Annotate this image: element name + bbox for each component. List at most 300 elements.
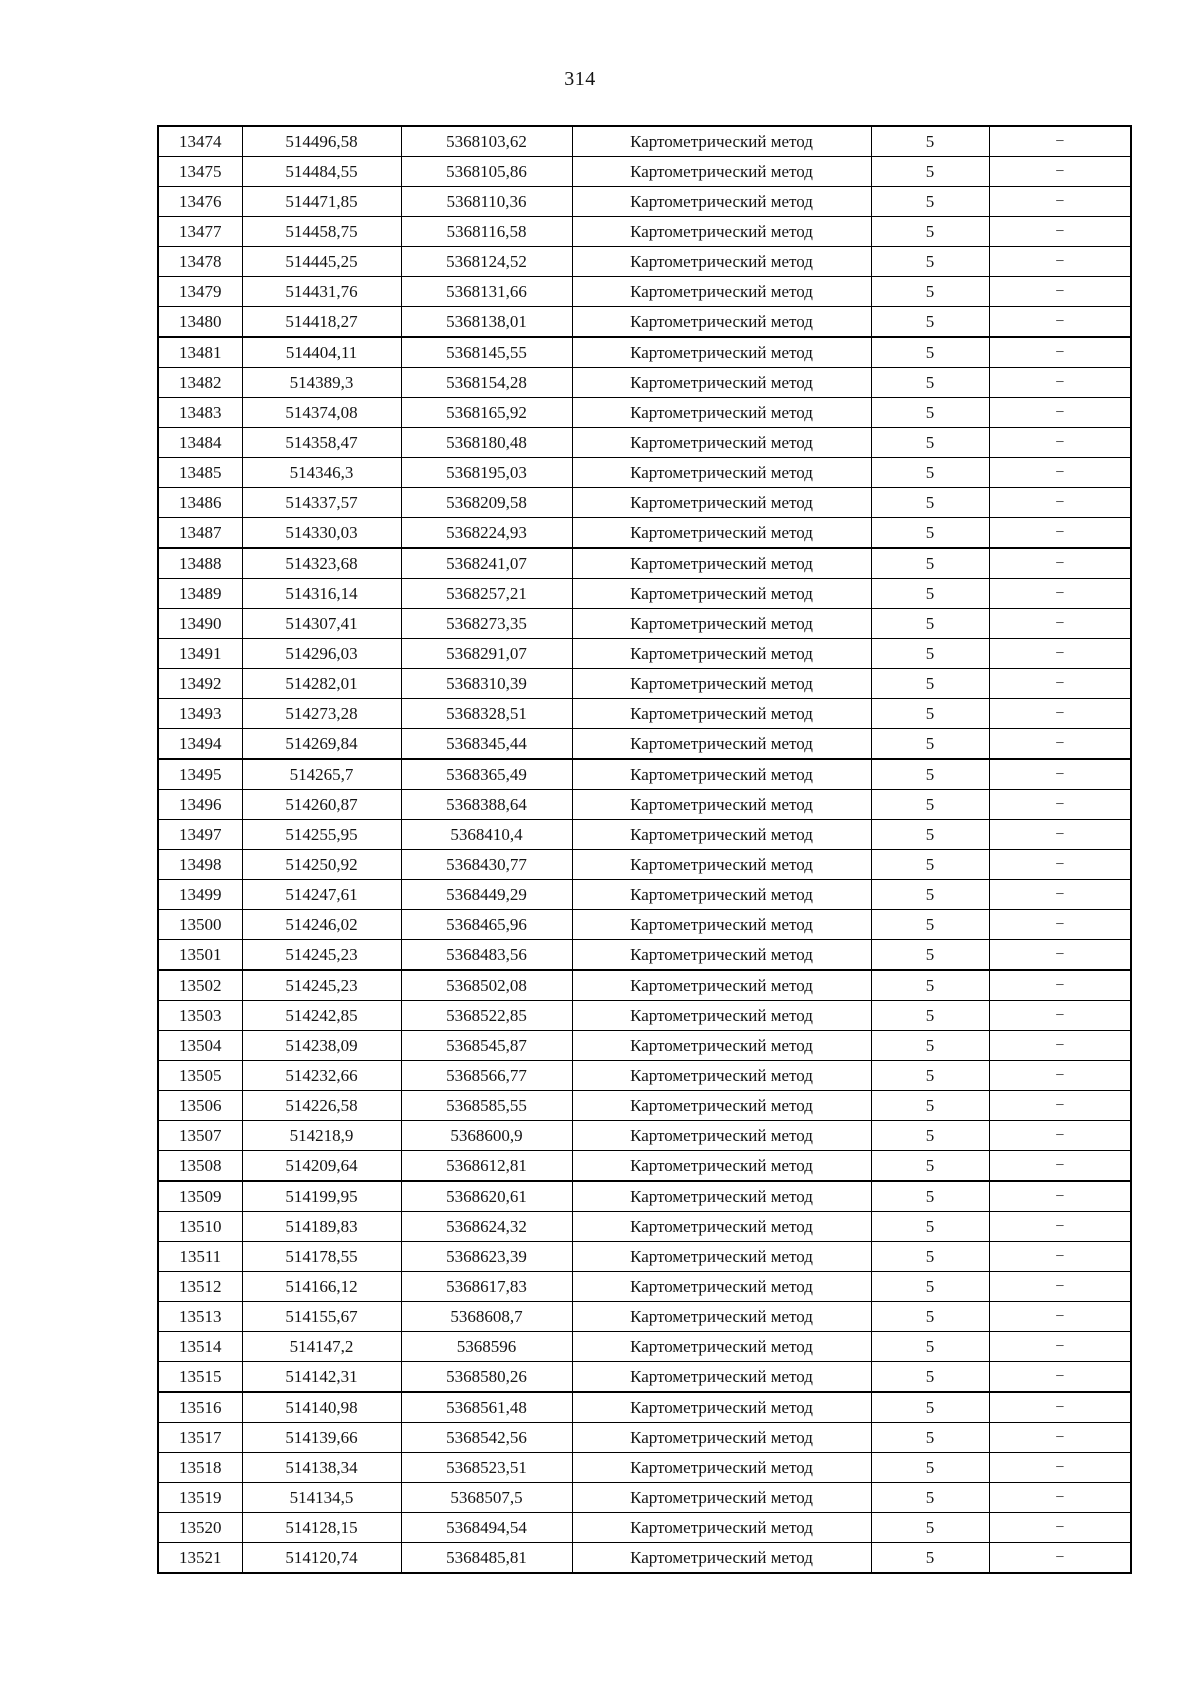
table-row [158,1543,1131,1574]
accuracy-cell: 5 [871,1001,989,1031]
accuracy-cell: 5 [871,217,989,247]
coordinate-x-cell: 514147,2 [242,1332,401,1362]
method-cell: Картометрический метод [572,820,871,850]
table-row [158,1151,1131,1182]
accuracy-cell: 5 [871,1212,989,1242]
point-number-cell: 13479 [158,277,242,307]
coordinate-x-cell: 514250,92 [242,850,401,880]
accuracy-cell: 5 [871,1423,989,1453]
table-row [158,337,1131,368]
point-number-cell: 13516 [158,1392,242,1423]
point-number-cell: 13475 [158,157,242,187]
note-cell: − [989,1121,1131,1151]
table-row [158,880,1131,910]
note-cell: − [989,1392,1131,1423]
coordinate-x-cell: 514374,08 [242,398,401,428]
coordinate-y-cell: 5368523,51 [401,1453,572,1483]
coordinate-x-cell: 514226,58 [242,1091,401,1121]
table-row [158,790,1131,820]
coordinate-x-cell: 514358,47 [242,428,401,458]
accuracy-cell: 5 [871,518,989,549]
coordinate-y-cell: 5368522,85 [401,1001,572,1031]
method-cell: Картометрический метод [572,970,871,1001]
accuracy-cell: 5 [871,458,989,488]
method-cell: Картометрический метод [572,639,871,669]
table-row [158,579,1131,609]
table-row [158,1242,1131,1272]
point-number-cell: 13485 [158,458,242,488]
accuracy-cell: 5 [871,759,989,790]
accuracy-cell: 5 [871,669,989,699]
point-number-cell: 13515 [158,1362,242,1393]
note-cell: − [989,337,1131,368]
method-cell: Картометрический метод [572,368,871,398]
table-row [158,729,1131,760]
coordinate-y-cell: 5368580,26 [401,1362,572,1393]
accuracy-cell: 5 [871,790,989,820]
table-row [158,1272,1131,1302]
point-number-cell: 13491 [158,639,242,669]
method-cell: Картометрический метод [572,759,871,790]
method-cell: Картометрический метод [572,940,871,971]
point-number-cell: 13488 [158,548,242,579]
method-cell: Картометрический метод [572,157,871,187]
accuracy-cell: 5 [871,579,989,609]
coordinate-y-cell: 5368617,83 [401,1272,572,1302]
method-cell: Картометрический метод [572,609,871,639]
coordinate-y-cell: 5368465,96 [401,910,572,940]
table-row [158,488,1131,518]
note-cell: − [989,1242,1131,1272]
accuracy-cell: 5 [871,1453,989,1483]
point-number-cell: 13500 [158,910,242,940]
coordinate-y-cell: 5368430,77 [401,850,572,880]
coordinate-y-cell: 5368154,28 [401,368,572,398]
coordinate-y-cell: 5368566,77 [401,1061,572,1091]
method-cell: Картометрический метод [572,1483,871,1513]
point-number-cell: 13482 [158,368,242,398]
note-cell: − [989,368,1131,398]
accuracy-cell: 5 [871,1392,989,1423]
coordinate-y-cell: 5368273,35 [401,609,572,639]
table-row [158,1091,1131,1121]
coordinate-y-cell: 5368608,7 [401,1302,572,1332]
note-cell: − [989,1362,1131,1393]
table-row [158,1513,1131,1543]
accuracy-cell: 5 [871,1031,989,1061]
table-row [158,187,1131,217]
coordinate-y-cell: 5368600,9 [401,1121,572,1151]
table-row [158,1332,1131,1362]
accuracy-cell: 5 [871,699,989,729]
coordinate-y-cell: 5368561,48 [401,1392,572,1423]
method-cell: Картометрический метод [572,277,871,307]
coordinate-y-cell: 5368116,58 [401,217,572,247]
coordinate-x-cell: 514471,85 [242,187,401,217]
coordinate-x-cell: 514242,85 [242,1001,401,1031]
point-number-cell: 13513 [158,1302,242,1332]
coordinate-x-cell: 514404,11 [242,337,401,368]
accuracy-cell: 5 [871,337,989,368]
coordinate-y-cell: 5368180,48 [401,428,572,458]
point-number-cell: 13492 [158,669,242,699]
note-cell: − [989,1302,1131,1332]
coordinate-x-cell: 514134,5 [242,1483,401,1513]
method-cell: Картометрический метод [572,187,871,217]
point-number-cell: 13487 [158,518,242,549]
coordinate-x-cell: 514265,7 [242,759,401,790]
point-number-cell: 13489 [158,579,242,609]
method-cell: Картометрический метод [572,790,871,820]
method-cell: Картометрический метод [572,518,871,549]
method-cell: Картометрический метод [572,1543,871,1574]
accuracy-cell: 5 [871,247,989,277]
accuracy-cell: 5 [871,1362,989,1393]
note-cell: − [989,398,1131,428]
table-row [158,910,1131,940]
coordinate-y-cell: 5368345,44 [401,729,572,760]
table-row [158,217,1131,247]
table-row [158,850,1131,880]
point-number-cell: 13497 [158,820,242,850]
note-cell: − [989,157,1131,187]
table-row [158,157,1131,187]
table-row [158,940,1131,971]
table-row [158,307,1131,338]
method-cell: Картометрический метод [572,1121,871,1151]
coordinate-x-cell: 514209,64 [242,1151,401,1182]
accuracy-cell: 5 [871,277,989,307]
method-cell: Картометрический метод [572,1423,871,1453]
accuracy-cell: 5 [871,1121,989,1151]
note-cell: − [989,970,1131,1001]
method-cell: Картометрический метод [572,126,871,157]
coordinate-x-cell: 514140,98 [242,1392,401,1423]
method-cell: Картометрический метод [572,1332,871,1362]
note-cell: − [989,1332,1131,1362]
point-number-cell: 13483 [158,398,242,428]
coordinate-x-cell: 514269,84 [242,729,401,760]
coordinate-x-cell: 514260,87 [242,790,401,820]
table-row [158,368,1131,398]
accuracy-cell: 5 [871,126,989,157]
note-cell: − [989,1151,1131,1182]
table-row [158,609,1131,639]
coordinate-y-cell: 5368612,81 [401,1151,572,1182]
coordinate-x-cell: 514142,31 [242,1362,401,1393]
coordinate-y-cell: 5368224,93 [401,518,572,549]
note-cell: − [989,579,1131,609]
coordinate-y-cell: 5368105,86 [401,157,572,187]
coordinate-x-cell: 514199,95 [242,1181,401,1212]
coordinate-x-cell: 514189,83 [242,1212,401,1242]
point-number-cell: 13510 [158,1212,242,1242]
coordinate-x-cell: 514282,01 [242,669,401,699]
note-cell: − [989,1543,1131,1574]
point-number-cell: 13501 [158,940,242,971]
accuracy-cell: 5 [871,970,989,1001]
note-cell: − [989,759,1131,790]
point-number-cell: 13509 [158,1181,242,1212]
method-cell: Картометрический метод [572,458,871,488]
note-cell: − [989,790,1131,820]
coordinate-x-cell: 514166,12 [242,1272,401,1302]
accuracy-cell: 5 [871,729,989,760]
point-number-cell: 13505 [158,1061,242,1091]
coordinate-y-cell: 5368545,87 [401,1031,572,1061]
method-cell: Картометрический метод [572,307,871,338]
coordinate-x-cell: 514323,68 [242,548,401,579]
note-cell: − [989,880,1131,910]
point-number-cell: 13478 [158,247,242,277]
method-cell: Картометрический метод [572,729,871,760]
accuracy-cell: 5 [871,910,989,940]
coordinate-x-cell: 514330,03 [242,518,401,549]
accuracy-cell: 5 [871,368,989,398]
coordinate-y-cell: 5368110,36 [401,187,572,217]
point-number-cell: 13507 [158,1121,242,1151]
point-number-cell: 13502 [158,970,242,1001]
coordinate-y-cell: 5368241,07 [401,548,572,579]
method-cell: Картометрический метод [572,1091,871,1121]
accuracy-cell: 5 [871,609,989,639]
accuracy-cell: 5 [871,307,989,338]
note-cell: − [989,669,1131,699]
point-number-cell: 13474 [158,126,242,157]
point-number-cell: 13518 [158,1453,242,1483]
coordinate-y-cell: 5368291,07 [401,639,572,669]
accuracy-cell: 5 [871,1332,989,1362]
table-row [158,759,1131,790]
note-cell: − [989,428,1131,458]
note-cell: − [989,217,1131,247]
method-cell: Картометрический метод [572,880,871,910]
accuracy-cell: 5 [871,1483,989,1513]
accuracy-cell: 5 [871,820,989,850]
method-cell: Картометрический метод [572,1392,871,1423]
coordinate-x-cell: 514496,58 [242,126,401,157]
note-cell: − [989,488,1131,518]
accuracy-cell: 5 [871,940,989,971]
point-number-cell: 13477 [158,217,242,247]
accuracy-cell: 5 [871,488,989,518]
table-row [158,1031,1131,1061]
accuracy-cell: 5 [871,1302,989,1332]
accuracy-cell: 5 [871,157,989,187]
coordinate-y-cell: 5368131,66 [401,277,572,307]
point-number-cell: 13503 [158,1001,242,1031]
table-row [158,1181,1131,1212]
coordinate-y-cell: 5368195,03 [401,458,572,488]
point-number-cell: 13481 [158,337,242,368]
note-cell: − [989,187,1131,217]
coordinate-y-cell: 5368483,56 [401,940,572,971]
method-cell: Картометрический метод [572,398,871,428]
coordinate-y-cell: 5368209,58 [401,488,572,518]
coordinate-y-cell: 5368310,39 [401,669,572,699]
note-cell: − [989,729,1131,760]
coordinate-x-cell: 514238,09 [242,1031,401,1061]
coordinate-x-cell: 514178,55 [242,1242,401,1272]
coordinate-x-cell: 514120,74 [242,1543,401,1574]
table-row [158,1392,1131,1423]
point-number-cell: 13506 [158,1091,242,1121]
note-cell: − [989,307,1131,338]
coordinates-table-body [158,126,1131,1573]
point-number-cell: 13496 [158,790,242,820]
point-number-cell: 13484 [158,428,242,458]
table-row [158,548,1131,579]
point-number-cell: 13514 [158,1332,242,1362]
note-cell: − [989,1091,1131,1121]
coordinate-x-cell: 514484,55 [242,157,401,187]
accuracy-cell: 5 [871,1513,989,1543]
coordinate-y-cell: 5368145,55 [401,337,572,368]
table-row [158,970,1131,1001]
method-cell: Картометрический метод [572,1212,871,1242]
coordinate-y-cell: 5368328,51 [401,699,572,729]
table-row [158,1212,1131,1242]
table-row [158,1362,1131,1393]
table-row [158,1121,1131,1151]
table-row [158,398,1131,428]
coordinate-x-cell: 514316,14 [242,579,401,609]
accuracy-cell: 5 [871,1242,989,1272]
note-cell: − [989,1001,1131,1031]
coordinate-y-cell: 5368365,49 [401,759,572,790]
table-row [158,1483,1131,1513]
coordinate-y-cell: 5368542,56 [401,1423,572,1453]
table-row [158,126,1131,157]
coordinate-y-cell: 5368410,4 [401,820,572,850]
table-row [158,1302,1131,1332]
coordinate-y-cell: 5368449,29 [401,880,572,910]
note-cell: − [989,1453,1131,1483]
note-cell: − [989,1031,1131,1061]
page-number: 314 [564,68,596,90]
method-cell: Картометрический метод [572,1151,871,1182]
accuracy-cell: 5 [871,850,989,880]
coordinate-x-cell: 514138,34 [242,1453,401,1483]
accuracy-cell: 5 [871,398,989,428]
coordinate-x-cell: 514389,3 [242,368,401,398]
coordinate-x-cell: 514296,03 [242,639,401,669]
coordinate-x-cell: 514139,66 [242,1423,401,1453]
coordinate-x-cell: 514155,67 [242,1302,401,1332]
coordinate-y-cell: 5368502,08 [401,970,572,1001]
note-cell: − [989,1483,1131,1513]
method-cell: Картометрический метод [572,1242,871,1272]
method-cell: Картометрический метод [572,1181,871,1212]
method-cell: Картометрический метод [572,579,871,609]
method-cell: Картометрический метод [572,548,871,579]
coordinate-x-cell: 514337,57 [242,488,401,518]
coordinate-x-cell: 514418,27 [242,307,401,338]
table-row [158,639,1131,669]
table-row [158,428,1131,458]
coordinate-x-cell: 514307,41 [242,609,401,639]
point-number-cell: 13480 [158,307,242,338]
table-row [158,458,1131,488]
table-row [158,1001,1131,1031]
coordinate-x-cell: 514232,66 [242,1061,401,1091]
accuracy-cell: 5 [871,187,989,217]
note-cell: − [989,247,1131,277]
method-cell: Картометрический метод [572,1001,871,1031]
note-cell: − [989,910,1131,940]
accuracy-cell: 5 [871,1181,989,1212]
note-cell: − [989,1272,1131,1302]
point-number-cell: 13476 [158,187,242,217]
method-cell: Картометрический метод [572,1453,871,1483]
accuracy-cell: 5 [871,1151,989,1182]
table-row [158,699,1131,729]
method-cell: Картометрический метод [572,337,871,368]
coordinate-y-cell: 5368103,62 [401,126,572,157]
point-number-cell: 13520 [158,1513,242,1543]
accuracy-cell: 5 [871,639,989,669]
note-cell: − [989,458,1131,488]
point-number-cell: 13494 [158,729,242,760]
coordinate-y-cell: 5368124,52 [401,247,572,277]
method-cell: Картометрический метод [572,217,871,247]
point-number-cell: 13499 [158,880,242,910]
method-cell: Картометрический метод [572,247,871,277]
table-row [158,669,1131,699]
table-row [158,247,1131,277]
accuracy-cell: 5 [871,1272,989,1302]
coordinate-y-cell: 5368165,92 [401,398,572,428]
coordinate-y-cell: 5368596 [401,1332,572,1362]
note-cell: − [989,940,1131,971]
coordinate-y-cell: 5368138,01 [401,307,572,338]
coordinate-x-cell: 514458,75 [242,217,401,247]
coordinate-x-cell: 514445,25 [242,247,401,277]
note-cell: − [989,548,1131,579]
note-cell: − [989,699,1131,729]
coordinate-y-cell: 5368623,39 [401,1242,572,1272]
method-cell: Картометрический метод [572,1302,871,1332]
point-number-cell: 13521 [158,1543,242,1574]
point-number-cell: 13493 [158,699,242,729]
method-cell: Картометрический метод [572,910,871,940]
method-cell: Картометрический метод [572,1272,871,1302]
note-cell: − [989,609,1131,639]
coordinate-x-cell: 514128,15 [242,1513,401,1543]
note-cell: − [989,639,1131,669]
note-cell: − [989,518,1131,549]
note-cell: − [989,1061,1131,1091]
table-row [158,518,1131,549]
coordinate-y-cell: 5368485,81 [401,1543,572,1574]
method-cell: Картометрический метод [572,428,871,458]
accuracy-cell: 5 [871,428,989,458]
coordinate-x-cell: 514247,61 [242,880,401,910]
coordinate-x-cell: 514431,76 [242,277,401,307]
note-cell: − [989,1212,1131,1242]
method-cell: Картометрический метод [572,488,871,518]
coordinate-x-cell: 514273,28 [242,699,401,729]
point-number-cell: 13508 [158,1151,242,1182]
point-number-cell: 13504 [158,1031,242,1061]
table-row [158,1453,1131,1483]
point-number-cell: 13517 [158,1423,242,1453]
accuracy-cell: 5 [871,1543,989,1574]
method-cell: Картометрический метод [572,699,871,729]
note-cell: − [989,820,1131,850]
note-cell: − [989,1181,1131,1212]
coordinate-x-cell: 514245,23 [242,970,401,1001]
